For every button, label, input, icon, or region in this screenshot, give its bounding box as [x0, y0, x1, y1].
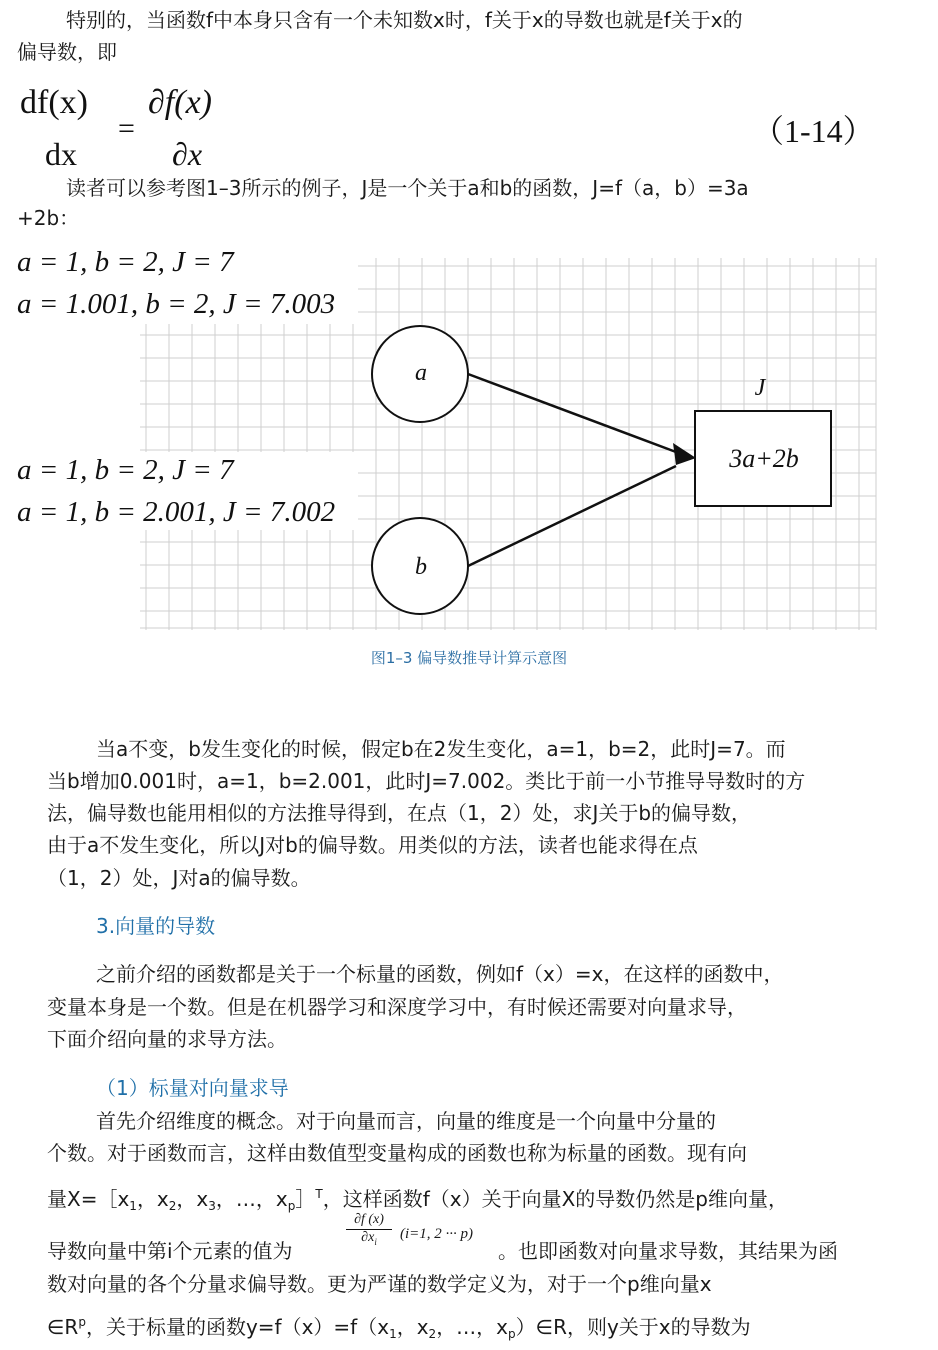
ref-line-2: +2b： [17, 206, 80, 230]
eq-number: （1-14） [752, 113, 875, 149]
figure-label-bottom-2: a = 1, b = 2.001, J = 7.002 [17, 496, 336, 528]
section-heading-vector-derivative: 3.向量的导数 [96, 914, 216, 938]
fraction-denominator: $\partial x_i$ [361, 1230, 377, 1247]
eq-left-numerator: df(x) [20, 84, 88, 121]
para3-line-1: 首先介绍维度的概念。对于向量而言，向量的维度是一个向量中分量的 [96, 1109, 716, 1133]
figure-label-bottom-1: a = 1, b = 2, J = 7 [17, 454, 234, 486]
figure-label-top-2: a = 1.001, b = 2, J = 7.003 [17, 288, 336, 320]
eq-right-denominator: ∂x [172, 136, 203, 172]
fraction-numerator: ∂f (x) [346, 1212, 392, 1230]
para1-line-1: 当a不变，b发生变化的时候，假定b在2发生变化，a=1，b=2，此时J=7。而 [96, 737, 786, 761]
para2-line-2: 变量本身是一个数。但是在机器学习和深度学习中，有时候还需要对向量求导， [47, 995, 747, 1019]
edge-b-to-j [468, 466, 676, 566]
arrowhead [673, 443, 696, 465]
figure-caption: 图1–3 偏导数推导计算示意图 [370, 649, 568, 667]
para3-line-4-start: 导数向量中第i个元素的值为 [47, 1239, 293, 1263]
para3-line-2: 个数。对于函数而言，这样由数值型变量构成的函数也称为标量的函数。现有向 [47, 1141, 747, 1165]
para3-line-6: $\in R^p$，关于标量的函数$y=f(x)=f(x_1$，$x_2$，…，$x_p)\in R$，则y关于x的导数为 [47, 1315, 751, 1341]
inline-partial-fraction [346, 1212, 392, 1247]
intro-line-2: 偏导数，即 [17, 40, 117, 64]
para1-line-5: （1，2）处，J对a的偏导数。 [47, 866, 311, 890]
subsection-heading-scalar-by-vector: （1）标量对向量求导 [96, 1076, 289, 1100]
figure-label-top-1: a = 1, b = 2, J = 7 [17, 246, 234, 278]
para3-line-3: 量$X=[x_1$，$x_2$，$x_3$，…，$x_p]^T$，这样函数f（x）关于向量X的导数仍然是p维向量， [47, 1187, 788, 1213]
intro-line-1: 特别的，当函数f中本身只含有一个未知数x时，f关于x的导数也就是f关于x的 [66, 8, 743, 32]
eq-equals: = [118, 112, 135, 145]
para3-line-5: 数对向量的各个分量求偏导数。更为严谨的数学定义为，对于一个p维向量x [47, 1272, 712, 1296]
node-b-label: b [415, 554, 427, 580]
node-a-label: a [415, 360, 427, 386]
para3-line-4-end: 。也即函数对向量求导数，其结果为函 [498, 1239, 838, 1263]
para2-line-1: 之前介绍的函数都是关于一个标量的函数，例如f（x）=x，在这样的函数中， [96, 962, 784, 986]
edge-a-to-j [468, 374, 676, 452]
node-j-expression: 3a+2b [729, 444, 799, 473]
fraction-index-range: (i=1, 2 ··· p) [400, 1226, 474, 1242]
para1-line-3: 法，偏导数也能用相似的方法推导得到，在点（1，2）处，求J关于b的偏导数， [47, 801, 752, 825]
para2-line-3: 下面介绍向量的求导方法。 [47, 1027, 287, 1051]
eq-right-numerator: ∂f(x) [148, 84, 212, 121]
para1-line-2: 当b增加0.001时，a=1，b=2.001，此时J=7.002。类比于前一小节推导导数时的方 [47, 769, 806, 793]
ref-line-1: 读者可以参考图1–3所示的例子，J是一个关于a和b的函数，J=f（a，b）=3a [66, 176, 749, 200]
para1-line-4: 由于a不发生变化，所以J对b的偏导数。用类似的方法，读者也能求得在点 [47, 833, 698, 857]
node-j-name: J [754, 375, 766, 401]
eq-left-denominator: dx [45, 136, 77, 172]
